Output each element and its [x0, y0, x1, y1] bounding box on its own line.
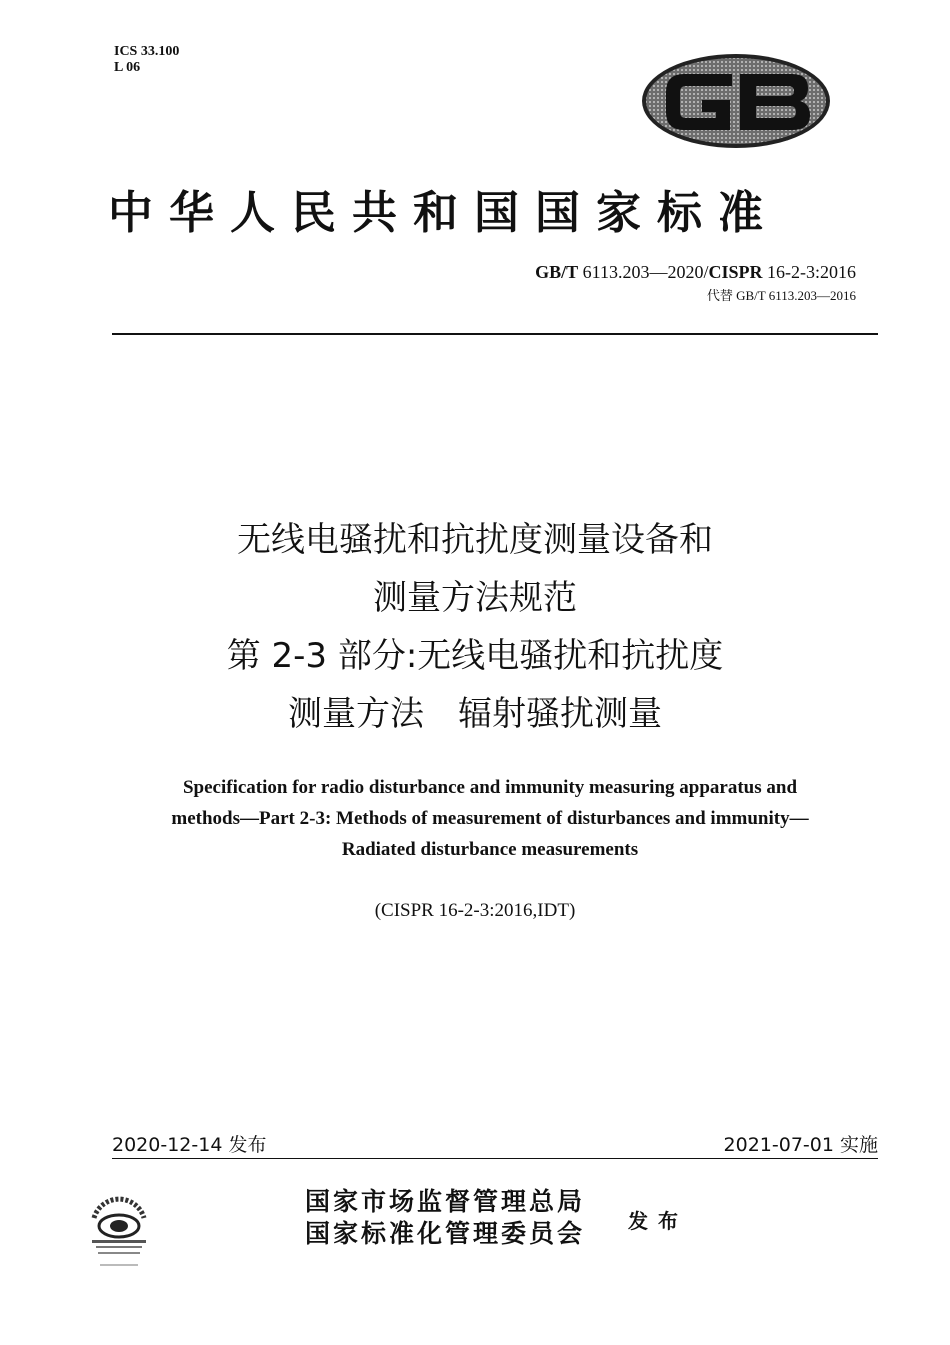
replaces-standard: 代替 GB/T 6113.203—2016 — [706, 288, 856, 303]
implement-date: 2021-07-01 实施 — [723, 1134, 878, 1156]
cispr-code: 16-2-3:2016 — [767, 262, 856, 282]
adoption-note: (CISPR 16-2-3:2016,IDT) — [374, 900, 576, 921]
ics-classification — [114, 44, 179, 76]
issuing-authorities — [305, 1186, 585, 1250]
standard-prefix: GB/T — [535, 262, 579, 282]
anti-counterfeit-seal-icon — [84, 1188, 154, 1278]
ics-code: ICS 33.100 — [114, 44, 180, 59]
issuer-samr: 国家市场监督管理总局 — [305, 1187, 586, 1216]
title-en-line-2: methods—Part 2-3: Methods of measurement of disturbances and immunity— — [171, 808, 809, 829]
title-en-line-3: Radiated disturbance measurements — [341, 839, 639, 860]
gb-logo-icon — [640, 52, 832, 150]
issue-date: 2020-12-14 发布 — [112, 1134, 267, 1156]
issuer-sac: 国家标准化管理委员会 — [305, 1219, 586, 1248]
footer-divider — [112, 1158, 878, 1159]
cispr-prefix: CISPR — [708, 262, 763, 282]
title-cn-line-4: 测量方法 辐射骚扰测量 — [288, 694, 662, 734]
title-en — [110, 772, 870, 865]
publish-label: 发布 — [628, 1209, 688, 1233]
national-standard-heading: 中华人民共和国国家标准 — [108, 186, 780, 239]
ccs-code: L 06 — [114, 60, 141, 75]
standard-code: 6113.203—2020/ — [582, 262, 709, 282]
title-cn-line-1: 无线电骚扰和抗扰度测量设备和 — [237, 520, 713, 560]
standard-number — [535, 262, 856, 283]
title-en-line-1: Specification for radio disturbance and immunity measuring apparatus and — [182, 777, 798, 798]
title-cn-line-2: 测量方法规范 — [373, 578, 577, 618]
header-divider — [112, 333, 878, 335]
title-cn-line-3: 第 2-3 部分:无线电骚扰和抗扰度 — [226, 636, 724, 676]
